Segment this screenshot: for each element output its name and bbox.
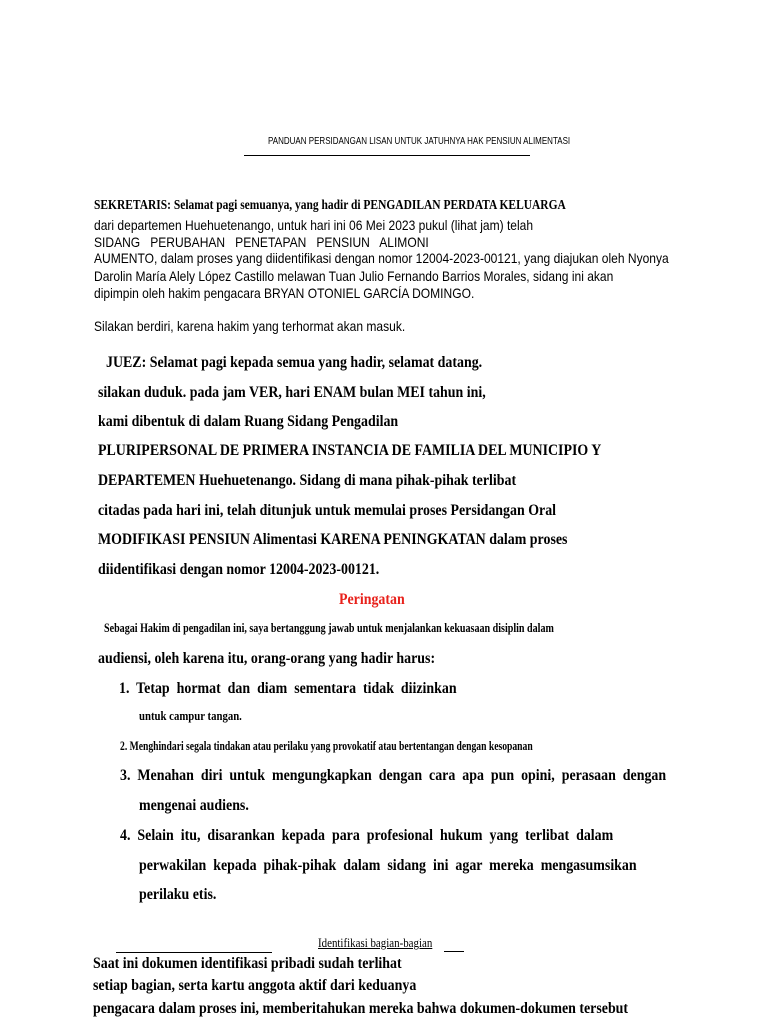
rule-item-3-line-1: 3. Menahan diri untuk mengungkapkan dengan cara apa pun opini, perasaan dengan [120, 767, 667, 784]
rule-item-1-line-1: 1. Tetap hormat dan diam sementara tidak diizinkan [119, 680, 457, 697]
sekretaris-line-4: AUMENTO, dalam proses yang diidentifikasi dengan nomor 12004-2023-00121, yang diajukan oleh Nyonya [94, 250, 669, 266]
header-underline [244, 155, 530, 156]
sekretaris-greeting: Selamat pagi semuanya, yang hadir di PENGADILAN PERDATA KELUARGA [173, 198, 566, 213]
identifikasi-line-1: Saat ini dokumen identifikasi pribadi sudah terlihat [93, 955, 402, 972]
identifikasi-line-3: pengacara dalam proses ini, memberitahukan mereka bahwa dokumen-dokumen tersebut [93, 1000, 629, 1017]
juez-line-2: silakan duduk. pada jam VER, hari ENAM bulan MEI tahun ini, [98, 384, 486, 401]
juez-line-7: MODIFIKASI PENSIUN Alimentasi KARENA PENINGKATAN dalam proses [98, 531, 568, 548]
juez-line-8: diidentifikasi dengan nomor 12004-2023-00121. [98, 561, 380, 578]
rule-item-3-line-2: mengenai audiens. [139, 797, 249, 814]
peringatan-intro-line-2: audiensi, oleh karena itu, orang-orang yang hadir harus: [98, 650, 436, 667]
rule-item-4-line-3: perilaku etis. [139, 886, 217, 903]
identifikasi-left-rule [116, 952, 272, 953]
juez-line-5: DEPARTEMEN Huehuetenango. Sidang di mana pihak-pihak terlibat [98, 472, 517, 489]
juez-line-1: JUEZ: Selamat pagi kepada semua yang hadir, selamat datang. [106, 354, 483, 371]
sekretaris-line-2: dari departemen Huehuetenango, untuk hari ini 06 Mei 2023 pukul (lihat jam) telah [94, 217, 534, 233]
peringatan-intro-line-1: Sebagai Hakim di pengadilan ini, saya bertanggung jawab untuk menjalankan kekuasaan disiplin dalam [104, 621, 554, 635]
identifikasi-heading: Identifikasi bagian-bagian [318, 935, 433, 950]
sekretaris-line-5: Darolin María Alely López Castillo melawan Tuan Julio Fernando Barrios Morales, sidang ini akan [94, 268, 614, 284]
sekretaris-line-7: Silakan berdiri, karena hakim yang terhormat akan masuk. [94, 318, 406, 334]
sekretaris-label: SEKRETARIS: [94, 198, 171, 213]
document-header-title: PANDUAN PERSIDANGAN LISAN UNTUK JATUHNYA HAK PENSIUN ALIMENTASI [268, 136, 571, 147]
rule-item-4-line-1: 4. Selain itu, disarankan kepada para profesional hukum yang terlibat dalam [120, 827, 614, 844]
sekretaris-line-3: SIDANG PERUBAHAN PENETAPAN PENSIUN ALIMONI [94, 234, 429, 250]
juez-line-3: kami dibentuk di dalam Ruang Sidang Pengadilan [98, 413, 399, 430]
rule-item-2: 2. Menghindari segala tindakan atau perilaku yang provokatif atau bertentangan dengan kesopanan [120, 739, 533, 753]
juez-line-6: citadas pada hari ini, telah ditunjuk untuk memulai proses Persidangan Oral [98, 502, 557, 519]
peringatan-heading: Peringatan [339, 591, 405, 608]
sekretaris-line-1 [94, 198, 566, 214]
identifikasi-line-2: setiap bagian, serta kartu anggota aktif dari keduanya [93, 977, 417, 994]
sekretaris-line-6: dipimpin oleh hakim pengacara BRYAN OTONIEL GARCÍA DOMINGO. [94, 285, 475, 301]
rule-item-1-line-2: untuk campur tangan. [139, 709, 242, 723]
juez-line-4: PLURIPERSONAL DE PRIMERA INSTANCIA DE FAMILIA DEL MUNICIPIO Y [98, 442, 602, 459]
rule-item-4-line-2: perwakilan kepada pihak-pihak dalam sidang ini agar mereka mengasumsikan [139, 857, 637, 874]
identifikasi-right-rule [444, 951, 464, 952]
